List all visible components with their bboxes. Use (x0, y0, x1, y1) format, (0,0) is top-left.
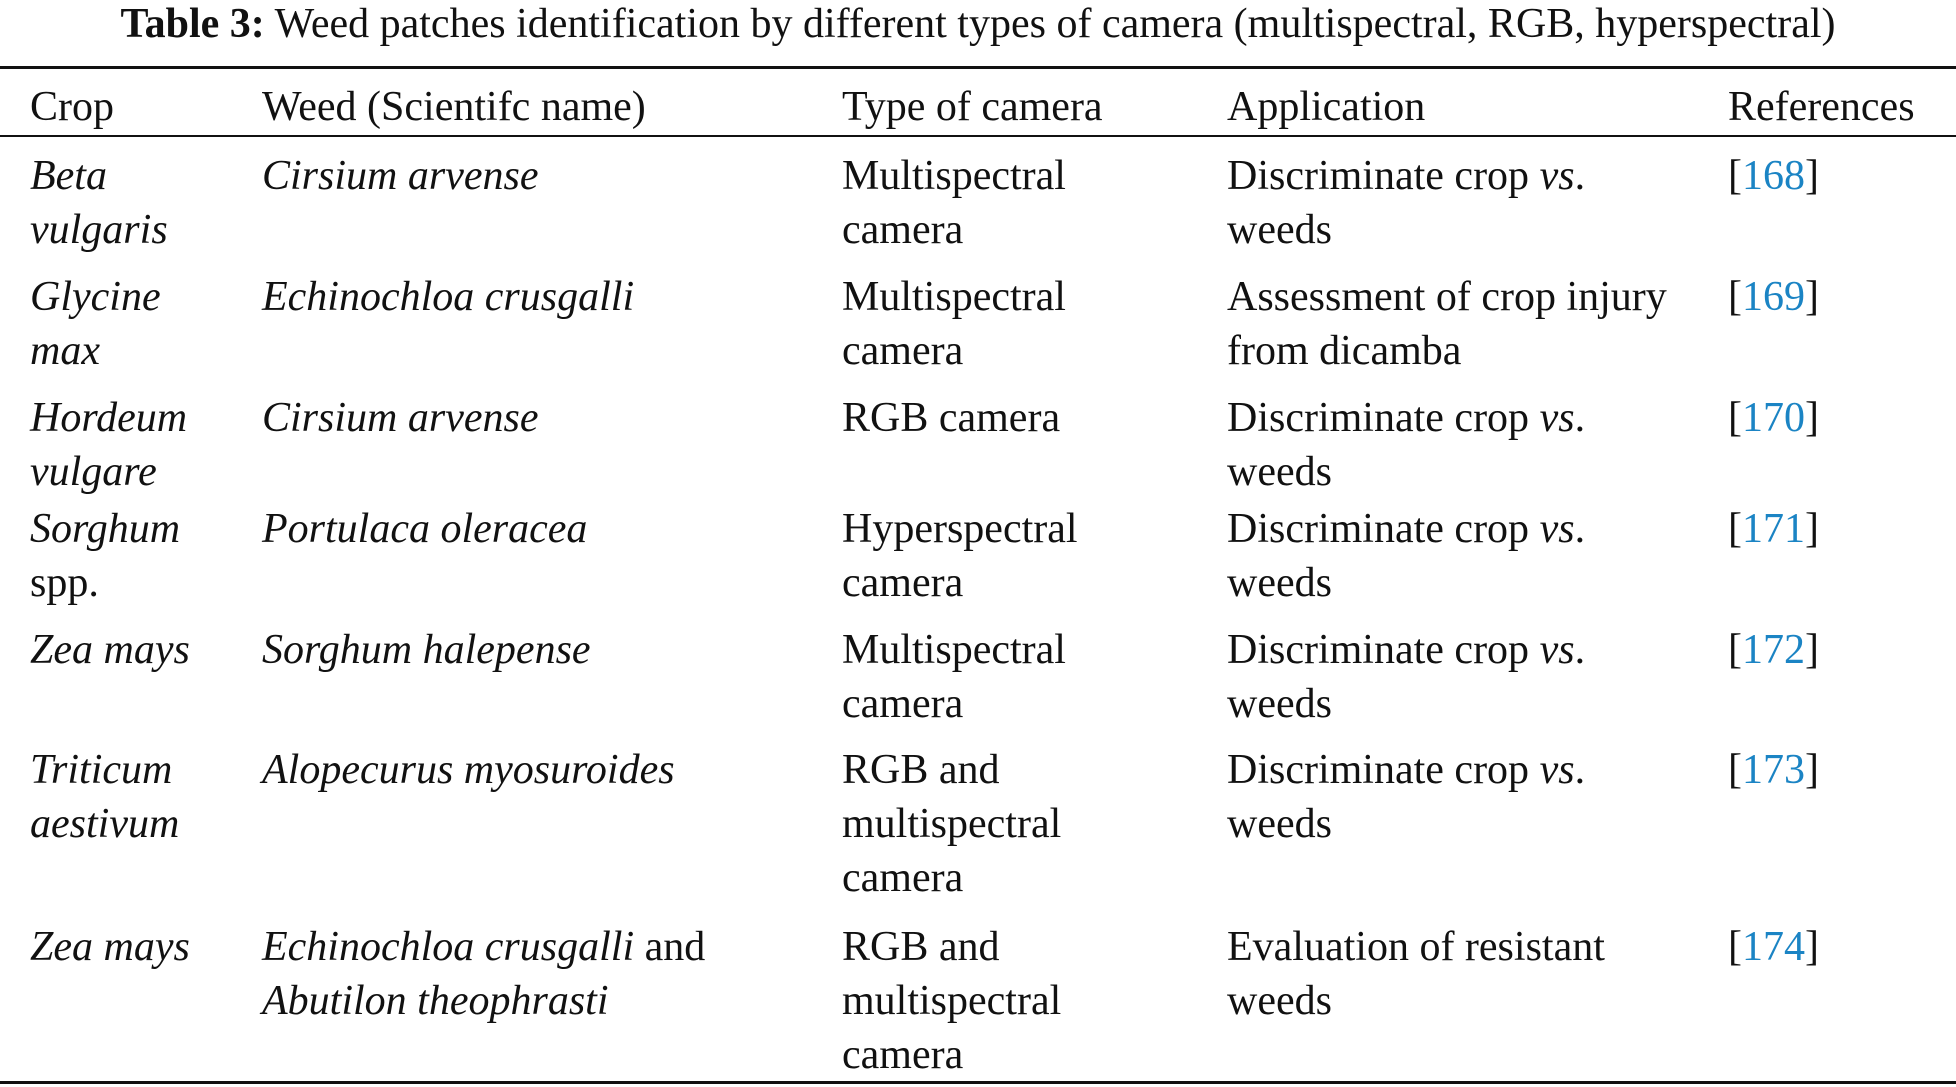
row6-application-period: . (1574, 747, 1586, 793)
header-application: Application (1227, 84, 1426, 130)
row1-ref-open-bracket: [ (1728, 153, 1742, 199)
row7-ref-link[interactable]: 174 (1742, 924, 1805, 970)
row2-ref-close-bracket: ] (1805, 274, 1819, 320)
row7-application-line2: weeds (1227, 978, 1332, 1024)
row2-application-line1: Assessment of crop injury (1227, 274, 1667, 320)
header-references: References (1728, 84, 1915, 130)
row7-ref-open-bracket: [ (1728, 924, 1742, 970)
row5-camera-line1: Multispectral (842, 627, 1066, 673)
row6-crop-line1: Triticum (30, 747, 173, 793)
row6-camera-line1: RGB and (842, 747, 1000, 793)
row5-crop: Zea mays (30, 627, 190, 673)
row1-weed: Cirsium arvense (262, 153, 539, 199)
row2-camera-line2: camera (842, 328, 964, 374)
table-top-rule (0, 66, 1956, 69)
row7-weed-line1 (262, 920, 705, 974)
row5-application-vs: vs (1539, 627, 1575, 673)
row3-camera: RGB camera (842, 395, 1061, 441)
row7-crop: Zea mays (30, 924, 190, 970)
row6-reference[interactable] (1728, 743, 1819, 797)
row6-ref-close-bracket: ] (1805, 747, 1819, 793)
row4-application-line2: weeds (1227, 560, 1332, 606)
row2-ref-open-bracket: [ (1728, 274, 1742, 320)
row2-weed: Echinochloa crusgalli (262, 274, 635, 320)
row7-ref-close-bracket: ] (1805, 924, 1819, 970)
row3-ref-close-bracket: ] (1805, 395, 1819, 441)
row6-camera-line2: multispectral (842, 801, 1062, 847)
row5-camera-line2: camera (842, 681, 964, 727)
row1-application-period: . (1574, 153, 1586, 199)
row6-camera-line3: camera (842, 855, 964, 901)
header-camera: Type of camera (842, 84, 1103, 130)
row2-crop-line1: Glycine (30, 274, 161, 320)
table-caption-text: Weed patches identification by different types of camera (multispectral, RGB, hyperspectral) (274, 1, 1836, 47)
row5-weed: Sorghum halepense (262, 627, 591, 673)
row4-crop-line1: Sorghum (30, 506, 181, 552)
header-weed: Weed (Scientifc name) (262, 84, 646, 130)
row6-ref-link[interactable]: 173 (1742, 747, 1805, 793)
row5-ref-close-bracket: ] (1805, 627, 1819, 673)
row4-crop-line2: spp. (30, 560, 99, 606)
row3-ref-open-bracket: [ (1728, 395, 1742, 441)
row3-application-period: . (1574, 395, 1586, 441)
row1-ref-close-bracket: ] (1805, 153, 1819, 199)
row5-application-text: Discriminate crop (1227, 627, 1540, 673)
row3-application-vs: vs (1539, 395, 1575, 441)
row4-weed: Portulaca oleracea (262, 506, 588, 552)
row3-crop-line2: vulgare (30, 449, 157, 495)
row4-camera-line2: camera (842, 560, 964, 606)
row1-ref-link[interactable]: 168 (1742, 153, 1805, 199)
row4-application-period: . (1574, 506, 1586, 552)
row1-camera-line1: Multispectral (842, 153, 1066, 199)
row1-crop-line1: Beta (30, 153, 107, 199)
row7-camera-line2: multispectral (842, 978, 1062, 1024)
row2-camera-line1: Multispectral (842, 274, 1066, 320)
row5-application-period: . (1574, 627, 1586, 673)
table-bottom-rule (0, 1081, 1956, 1084)
row7-weed-species1: Echinochloa crusgalli (262, 924, 635, 970)
row4-application-text: Discriminate crop (1227, 506, 1540, 552)
row1-application-text: Discriminate crop (1227, 153, 1540, 199)
row6-crop-line2: aestivum (30, 801, 180, 847)
row7-camera-line1: RGB and (842, 924, 1000, 970)
row4-camera-line1: Hyperspectral (842, 506, 1078, 552)
row5-application-line1 (1227, 623, 1585, 677)
row6-application-line1 (1227, 743, 1585, 797)
row7-weed-and: and (634, 924, 706, 970)
row7-reference[interactable] (1728, 920, 1819, 974)
row6-weed: Alopecurus myosuroides (262, 747, 675, 793)
row3-application-line2: weeds (1227, 449, 1332, 495)
row5-application-line2: weeds (1227, 681, 1332, 727)
row6-application-vs: vs (1539, 747, 1575, 793)
row5-ref-open-bracket: [ (1728, 627, 1742, 673)
row1-application-vs: vs (1539, 153, 1575, 199)
row6-application-text: Discriminate crop (1227, 747, 1540, 793)
row4-ref-link[interactable]: 171 (1742, 506, 1805, 552)
row2-crop-line2: max (30, 328, 100, 374)
row2-application-line2: from dicamba (1227, 328, 1462, 374)
row6-ref-open-bracket: [ (1728, 747, 1742, 793)
row3-reference[interactable] (1728, 391, 1819, 445)
row6-application-line2: weeds (1227, 801, 1332, 847)
row4-application-vs: vs (1539, 506, 1575, 552)
row5-reference[interactable] (1728, 623, 1819, 677)
row5-ref-link[interactable]: 172 (1742, 627, 1805, 673)
table-caption-label: Table 3: (120, 1, 265, 47)
row3-application-line1 (1227, 391, 1585, 445)
row1-application-line1 (1227, 149, 1585, 203)
row4-ref-close-bracket: ] (1805, 506, 1819, 552)
row1-camera-line2: camera (842, 207, 964, 253)
row3-crop-line1: Hordeum (30, 395, 188, 441)
row3-ref-link[interactable]: 170 (1742, 395, 1805, 441)
row4-reference[interactable] (1728, 502, 1819, 556)
row7-camera-line3: camera (842, 1032, 964, 1078)
table-caption (0, 0, 1956, 48)
row2-ref-link[interactable]: 169 (1742, 274, 1805, 320)
row1-reference[interactable] (1728, 149, 1819, 203)
row4-ref-open-bracket: [ (1728, 506, 1742, 552)
row3-weed: Cirsium arvense (262, 395, 539, 441)
row2-reference[interactable] (1728, 270, 1819, 324)
row1-application-line2: weeds (1227, 207, 1332, 253)
header-crop: Crop (30, 84, 114, 130)
row4-application-line1 (1227, 502, 1585, 556)
row1-crop-line2: vulgaris (30, 207, 168, 253)
table-header-rule (0, 135, 1956, 137)
row3-application-text: Discriminate crop (1227, 395, 1540, 441)
row7-weed-line2: Abutilon theophrasti (262, 978, 609, 1024)
row7-application-line1: Evaluation of resistant (1227, 924, 1605, 970)
